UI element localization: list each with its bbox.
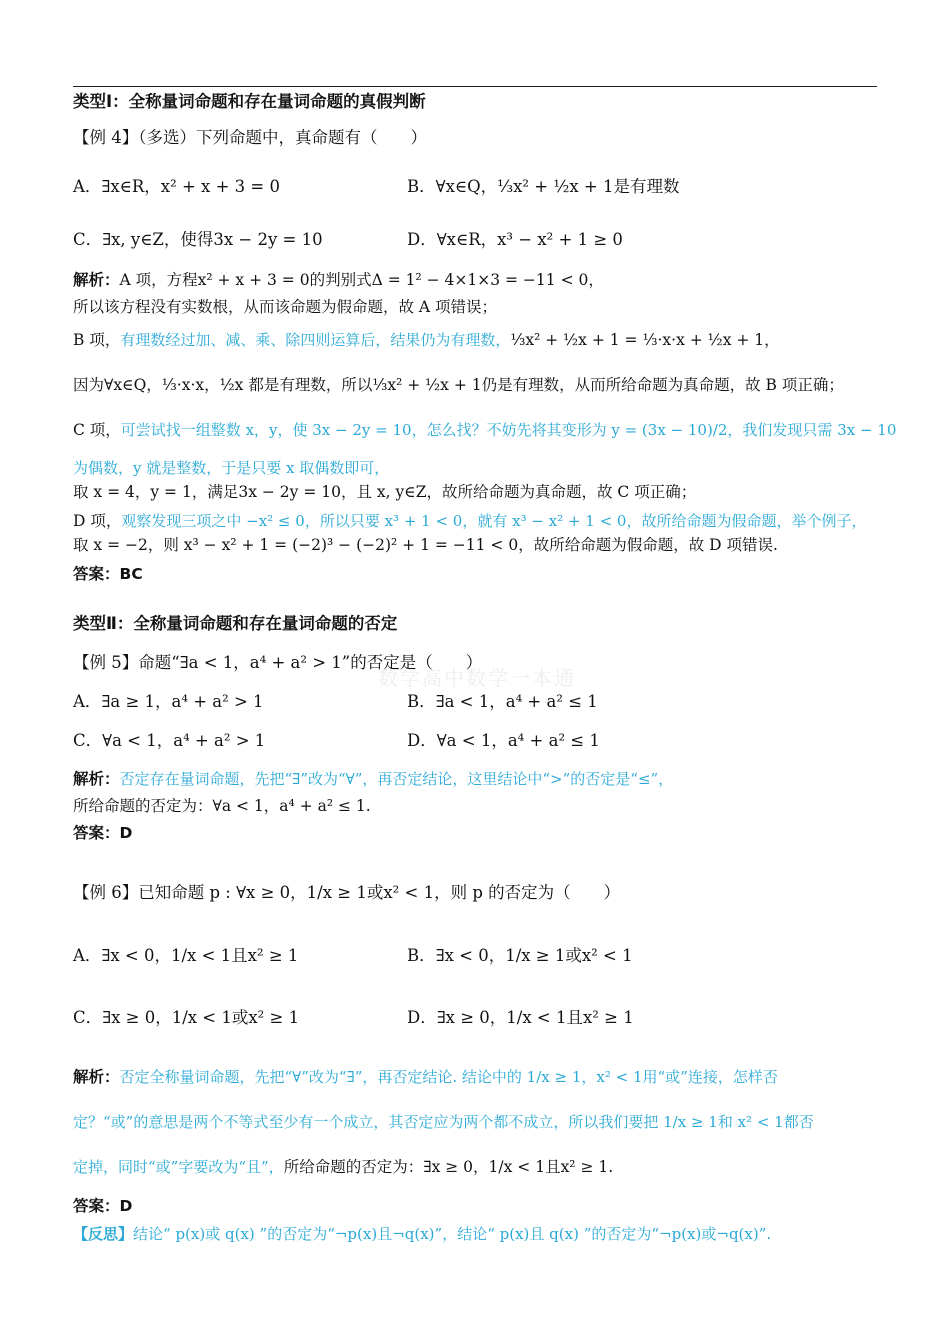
example6-analysis-line-3 <box>73 1160 613 1176</box>
example5-option-c: C．∀a < 1，a⁴ + a² > 1 <box>73 731 266 750</box>
example6-stem: 【例 6】已知命题 p : ∀x ≥ 0，1/x ≥ 1或x² < 1，则 p 的否定为（ ） <box>73 883 621 902</box>
analysis-hint: 可尝试找一组整数 x，y，使 3x − 2y = 10，怎么找？不妨先将其变形为 y = (3x − 10)/2，我们发现只需 3x − 10 <box>120 421 897 439</box>
answer-label: 答案： <box>73 565 120 583</box>
answer-label: 答案： <box>73 1197 120 1215</box>
reflection-label: 【反思】 <box>73 1225 134 1243</box>
analysis-hint: 有理数经过加、减、乘、除四则运算后，结果仍为有理数， <box>120 331 511 349</box>
example4-analysis-line-7: 取 x = 4，y = 1，满足3x − 2y = 10，且 x, y∈Z，故所给命题为真命题，故 C 项正确； <box>73 483 697 501</box>
example4-option-c: C．∃x, y∈Z，使得3x − 2y = 10 <box>73 230 323 249</box>
answer-value: BC <box>119 565 143 583</box>
example5-analysis-line-2: 所给命题的否定为：∀a < 1，a⁴ + a² ≤ 1. <box>73 797 371 815</box>
example6-option-d: D．∃x ≥ 0，1/x < 1且x² ≥ 1 <box>407 1008 634 1027</box>
watermark: 数学高中数学一本通 <box>378 666 576 690</box>
section2-heading: 类型Ⅱ：全称量词命题和存在量词命题的否定 <box>73 614 398 633</box>
analysis-hint: 否定存在量词命题，先把“∃”改为“∀”，再否定结论，这里结论中“>”的否定是“≤”， <box>119 770 674 788</box>
example4-analysis-line-9: 取 x = −2，则 x³ − x² + 1 = (−2)³ − (−2)² + 1 = −11 < 0，故所给命题为假命题，故 D 项错误. <box>73 536 778 554</box>
analysis-label: 解析： <box>73 770 120 788</box>
analysis-label: 解析： <box>73 271 120 289</box>
example4-analysis-line-2: 所以该方程没有实数根，从而该命题为假命题，故 A 项错误； <box>73 298 498 316</box>
answer-label: 答案： <box>73 824 120 842</box>
analysis-prefix: D 项， <box>73 512 122 530</box>
section1-heading: 类型Ⅰ：全称量词命题和存在量词命题的真假判断 <box>73 92 426 111</box>
example4-option-d: D．∀x∈R，x³ − x² + 1 ≥ 0 <box>407 230 623 249</box>
example6-reflection <box>73 1227 771 1242</box>
answer-value: D <box>119 824 133 842</box>
example4-analysis-line-5 <box>73 423 896 439</box>
example4-analysis-line-1 <box>73 273 604 289</box>
example4-analysis-line-8 <box>73 514 866 530</box>
analysis-hint: 观察发现三项之中 −x² ≤ 0，所以只要 x³ + 1 < 0，就有 x³ − x² + 1 < 0，故所给命题为假命题，举个例子， <box>121 512 867 530</box>
example6-option-b: B．∃x < 0，1/x ≥ 1或x² < 1 <box>407 946 633 965</box>
analysis-hint: 定掉，同时“或”字要改为“且”， <box>73 1158 284 1176</box>
analysis-hint: 否定全称量词命题，先把“∀”改为“∃”，再否定结论. 结论中的 1/x ≥ 1，x² < 1用“或”连接，怎样否 <box>119 1068 778 1086</box>
example5-answer <box>73 826 132 842</box>
example4-analysis-line-3 <box>73 333 780 349</box>
analysis-tail: ⅓x² + ½x + 1 = ⅓·x·x + ½x + 1， <box>510 331 780 349</box>
example6-analysis-line-2: 定？“或”的意思是两个不等式至少有一个成立，其否定应为两个都不成立，所以我们要把 1/x ≥ 1和 x² < 1都否 <box>73 1113 814 1131</box>
example5-option-d: D．∀a < 1，a⁴ + a² ≤ 1 <box>407 731 600 750</box>
example4-analysis-line-4: 因为∀x∈Q，⅓·x·x，½x 都是有理数，所以⅓x² + ½x + 1仍是有理数，从而所给命题为真命题，故 B 项正确； <box>73 376 844 394</box>
example4-analysis-line-6: 为偶数，y 就是整数，于是只要 x 取偶数即可， <box>73 459 390 477</box>
example4-option-b: B．∀x∈Q，⅓x² + ½x + 1是有理数 <box>407 177 680 196</box>
reflection-text: 结论“ p(x)或 q(x) ”的否定为“¬p(x)且¬q(x)”，结论“ p(x)且 q(x) ”的否定为“¬p(x)或¬q(x)”. <box>133 1225 772 1243</box>
analysis-prefix: B 项， <box>73 331 121 349</box>
example6-option-c: C．∃x ≥ 0，1/x < 1或x² ≥ 1 <box>73 1008 300 1027</box>
top-rule <box>73 86 877 87</box>
example6-option-a: A．∃x < 0，1/x < 1且x² ≥ 1 <box>73 946 299 965</box>
example5-stem: 【例 5】命题“∃a < 1，a⁴ + a² > 1”的否定是（ ） <box>73 653 483 672</box>
example4-stem: 【例 4】（多选）下列命题中，真命题有（ ） <box>73 128 427 147</box>
example4-answer <box>73 567 143 583</box>
analysis-prefix: C 项， <box>73 421 121 439</box>
example6-analysis-line-1 <box>73 1070 778 1086</box>
analysis-tail: 所给命题的否定为：∃x ≥ 0，1/x < 1且x² ≥ 1. <box>283 1158 614 1176</box>
example5-option-b: B．∃a < 1，a⁴ + a² ≤ 1 <box>407 692 598 711</box>
answer-value: D <box>119 1197 133 1215</box>
example5-analysis-line-1 <box>73 772 673 788</box>
example4-option-a: A．∃x∈R，x² + x + 3 = 0 <box>73 177 280 196</box>
example5-option-a: A．∃a ≥ 1，a⁴ + a² > 1 <box>73 692 264 711</box>
analysis-label: 解析： <box>73 1068 120 1086</box>
example6-answer <box>73 1199 132 1215</box>
analysis-text: A 项，方程x² + x + 3 = 0的判别式Δ = 1² − 4×1×3 = −11 < 0， <box>119 271 604 289</box>
